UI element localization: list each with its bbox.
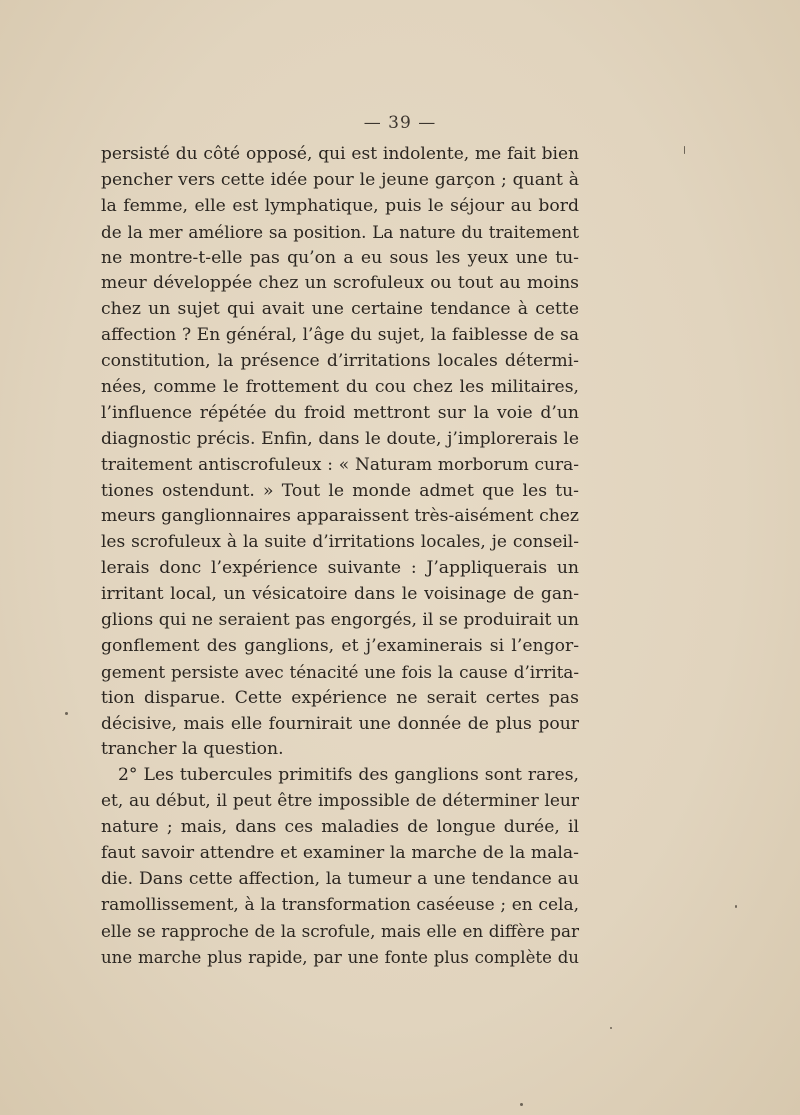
text-line: ne montre-t-elle pas qu’on a eu sous les yeux une tu- — [101, 247, 579, 268]
text-line: nées, comme le frottement du cou chez les militaires, — [101, 377, 579, 398]
text-line: de la mer améliore sa position. La nature du traitement — [101, 221, 579, 242]
text-line: gement persiste avec ténacité une fois la cause d’irrita- — [101, 661, 579, 682]
text-line: nature ; mais, dans ces maladies de longue durée, il — [101, 817, 579, 838]
paper-speck — [610, 1027, 612, 1029]
text-line: lerais donc l’expérience suivante : J’appliquerais un — [101, 558, 579, 579]
body-text — [101, 142, 579, 971]
text-line: pencher vers cette idée pour le jeune garçon ; quant à — [101, 169, 579, 190]
text-line: l’influence répétée du froid mettront sur la voie d’un — [101, 402, 579, 423]
paper-speck — [684, 146, 685, 154]
text-line: tion disparue. Cette expérience ne serait certes pas — [101, 687, 579, 708]
text-line: persisté du côté opposé, qui est indolente, me fait bien — [101, 144, 579, 164]
text-line: gonflement des ganglions, et j’examinerais si l’engor- — [101, 635, 579, 656]
text-line: traitement antiscrofuleux : « Naturam morborum cura- — [101, 454, 579, 475]
text-line: faut savoir attendre et examiner la marche de la mala- — [101, 843, 579, 864]
text-line: die. Dans cette affection, la tumeur a une tendance au — [101, 868, 579, 889]
text-line: meurs ganglionnaires apparaissent très-aisément chez — [101, 506, 579, 527]
text-line: irritant local, un vésicatoire dans le voisinage de gan- — [101, 584, 579, 605]
text-line: et, au début, il peut être impossible de déterminer leur — [101, 791, 579, 812]
text-line: décisive, mais elle fournirait une donnée de plus pour — [101, 713, 579, 734]
paper-speck — [520, 1103, 523, 1106]
text-line: meur développée chez un scrofuleux ou tout au moins — [101, 273, 579, 294]
text-line: elle se rapproche de la scrofule, mais elle en diffère par — [101, 920, 579, 941]
text-line: 2° Les tubercules primitifs des ganglions sont rares, — [118, 765, 579, 786]
text-line: les scrofuleux à la suite d’irritations locales, je conseil- — [101, 532, 579, 553]
text-line: diagnostic précis. Enfin, dans le doute, j’implorerais le — [101, 428, 579, 449]
paper-speck — [65, 712, 68, 715]
text-line: affection ? En général, l’âge du sujet, la faiblesse de sa — [101, 325, 579, 346]
text-line: constitution, la présence d’irritations locales détermi- — [101, 351, 579, 372]
text-line: tiones ostendunt. » Tout le monde admet que les tu- — [101, 480, 579, 501]
paper-speck — [735, 905, 737, 908]
text-line: trancher la question. — [101, 739, 284, 760]
text-line: une marche plus rapide, par une fonte plus complète du — [101, 947, 579, 967]
text-line: chez un sujet qui avait une certaine tendance à cette — [101, 299, 579, 320]
page-number: — 39 — — [363, 113, 437, 133]
text-line: ramollissement, à la transformation caséeuse ; en cela, — [101, 894, 579, 915]
text-line: la femme, elle est lymphatique, puis le séjour au bord — [101, 195, 579, 216]
text-line: glions qui ne seraient pas engorgés, il se produirait un — [101, 610, 579, 631]
